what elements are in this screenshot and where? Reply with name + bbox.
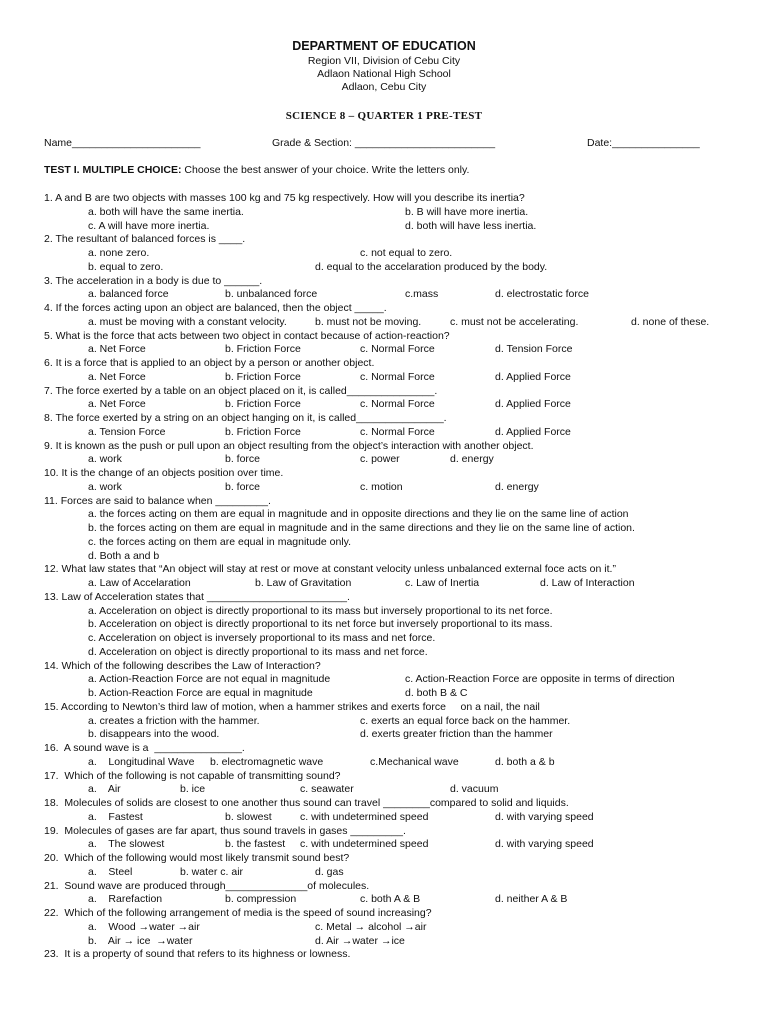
question-3-choice: b. unbalanced force — [225, 288, 318, 301]
question-18-choice: b. slowest — [225, 810, 272, 823]
question-8-choice: d. Applied Force — [495, 425, 571, 438]
question-10-choice: c. motion — [360, 480, 403, 493]
question-8-choice: b. Friction Force — [225, 425, 301, 438]
question-19-choice: b. the fastest — [225, 838, 286, 851]
department-heading: DEPARTMENT OF EDUCATION — [292, 39, 476, 53]
question-6-choice: c. Normal Force — [360, 370, 435, 383]
question-12-choice: d. Law of Interaction — [540, 577, 635, 589]
question-7-stem: 7. The force exerted by a table on an object placed on it, is called_______________. — [44, 384, 438, 397]
question-2-choice: b. equal to zero. — [88, 260, 164, 273]
question-7-choice: a. Net Force — [88, 398, 146, 411]
question-4-choice: b. must not be moving. — [315, 315, 422, 328]
question-22-choice: b. Air → ice →water — [88, 934, 193, 947]
test-heading: TEST I. MULTIPLE CHOICE: — [44, 164, 182, 176]
question-2-choice: c. not equal to zero. — [360, 247, 453, 259]
question-5-choice: a. Net Force — [88, 343, 146, 356]
question-16-choice: c.Mechanical wave — [370, 755, 459, 768]
question-4-choice: c. must not be accelerating. — [450, 315, 579, 328]
question-9-choice: b. force — [225, 453, 261, 466]
question-14-choice: a. Action-Reaction Force are not equal in magnitude — [88, 673, 331, 686]
question-7-choice: b. Friction Force — [225, 398, 301, 411]
question-17-choice: d. vacuum — [450, 783, 499, 796]
question-4-stem: 4. If the forces acting upon an object are balanced, then the object _____. — [44, 302, 387, 314]
question-11-choice: b. the forces acting on them are equal in magnitude and in the same directions and they lie on the same line of action. — [88, 522, 635, 534]
question-21-choice: b. compression — [225, 893, 297, 906]
question-3-choice: d. electrostatic force — [495, 288, 589, 301]
question-13-choice: c. Acceleration on object is inversely proportional to its mass and net force. — [88, 632, 436, 644]
grade-section-field: Grade & Section: ________________________ — [272, 137, 496, 149]
question-12-choice: c. Law of Inertia — [405, 577, 480, 589]
date-field: Date:_______________ — [587, 137, 700, 149]
question-5-choice: b. Friction Force — [225, 343, 301, 356]
question-2-stem: 2. The resultant of balanced forces is ____. — [44, 233, 246, 246]
question-4-choice: a. must be moving with a constant velocity. — [88, 315, 287, 328]
question-11-choice: d. Both a and b — [88, 549, 160, 562]
question-7-choice: c. Normal Force — [360, 398, 435, 411]
question-8-choice: c. Normal Force — [360, 425, 435, 438]
question-5-choice: c. Normal Force — [360, 343, 435, 356]
question-14-choice: c. Action-Reaction Force are opposite in terms of direction — [405, 673, 675, 686]
question-17-choice: a. Air — [88, 783, 121, 796]
question-20-choice: d. gas — [315, 865, 344, 878]
question-19-choice: c. with undetermined speed — [300, 838, 429, 851]
question-16-choice: a. Longitudinal Wave — [88, 755, 195, 768]
question-22-choice: d. Air →water →ice — [315, 934, 405, 947]
question-18-choice: c. with undetermined speed — [300, 810, 429, 823]
question-15-stem: 15. According to Newton’s third law of motion, when a hammer strikes and exerts force on a nail, the nail — [44, 700, 540, 713]
question-1-choice: b. B will have more inertia. — [405, 205, 529, 218]
question-15-choice: d. exerts greater friction than the hammer — [360, 728, 553, 741]
test-title: SCIENCE 8 – QUARTER 1 PRE-TEST — [285, 110, 483, 122]
question-8-stem: 8. The force exerted by a string on an object hanging on it, is called_______________. — [44, 412, 447, 424]
question-17-stem: 17. Which of the following is not capable of transmitting sound? — [44, 769, 341, 782]
question-18-stem: 18. Molecules of solids are closest to one another thus sound can travel ________compared to solid and liquids. — [44, 797, 569, 809]
question-6-choice: d. Applied Force — [495, 370, 571, 383]
test-instruction-text: Choose the best answer of your choice. Write the letters only. — [181, 164, 470, 176]
question-9-choice: c. power — [360, 453, 400, 466]
question-12-choice: a. Law of Accelaration — [88, 577, 191, 589]
question-13-choice: a. Acceleration on object is directly proportional to its mass but inversely proportional to its net force. — [88, 604, 553, 617]
question-23-stem: 23. It is a property of sound that refers to its highness or lowness. — [44, 948, 351, 961]
question-14-stem: 14. Which of the following describes the Law of Interaction? — [44, 659, 321, 672]
question-17-choice: b. ice — [180, 783, 206, 796]
question-12-stem: 12. What law states that “An object will stay at rest or move at constant velocity unless unbalanced external foce acts on it.” — [44, 563, 616, 576]
question-11-stem: 11. Forces are said to balance when _________. — [44, 494, 271, 507]
question-22-stem: 22. Which of the following arrangement of media is the speed of sound increasing? — [44, 907, 432, 919]
question-4-choice: d. none of these. — [631, 315, 710, 328]
question-22-choice: c. Metal → alcohol →air — [315, 920, 427, 933]
question-2-choice: a. none zero. — [88, 247, 150, 259]
question-1-stem: 1. A and B are two objects with masses 100 kg and 75 kg respectively. How will you describe its inertia? — [44, 192, 525, 204]
question-7-choice: d. Applied Force — [495, 398, 571, 411]
question-20-choice: b. water c. air — [180, 865, 244, 878]
name-field: Name______________________ — [44, 137, 201, 149]
question-3-choice: a. balanced force — [88, 288, 169, 301]
question-12-choice: b. Law of Gravitation — [255, 577, 352, 589]
question-20-stem: 20. Which of the following would most likely transmit sound best? — [44, 852, 350, 864]
question-19-choice: d. with varying speed — [495, 838, 594, 851]
question-10-choice: b. force — [225, 480, 261, 493]
question-1-choice: c. A will have more inertia. — [88, 219, 210, 232]
question-21-stem: 21. Sound wave are produced through______________of molecules. — [44, 879, 370, 892]
question-11-choice: a. the forces acting on them are equal in magnitude and in opposite directions and they lie on the same line of action — [88, 508, 629, 521]
question-16-choice: d. both a & b — [495, 755, 555, 768]
question-10-choice: d. energy — [495, 480, 539, 493]
question-11-choice: c. the forces acting on them are equal in magnitude only. — [88, 535, 352, 548]
question-5-choice: d. Tension Force — [495, 343, 573, 356]
question-19-choice: a. The slowest — [88, 838, 165, 851]
question-22-choice: a. Wood →water →air — [88, 920, 200, 933]
question-9-choice: a. work — [88, 453, 122, 466]
question-10-stem: 10. It is the change of an objects position over time. — [44, 467, 284, 479]
question-10-choice: a. work — [88, 480, 122, 493]
question-6-stem: 6. It is a force that is applied to an object by a person or another object. — [44, 357, 375, 369]
question-1-choice: a. both will have the same inertia. — [88, 205, 244, 218]
question-18-choice: a. Fastest — [88, 810, 143, 823]
question-15-choice: b. disappears into the wood. — [88, 728, 220, 741]
question-8-choice: a. Tension Force — [88, 425, 166, 438]
question-13-choice: b. Acceleration on object is directly proportional to its net force but inversely proportional to its mass. — [88, 618, 553, 631]
question-1-choice: d. both will have less inertia. — [405, 219, 537, 232]
question-21-choice: a. Rarefaction — [88, 893, 163, 906]
question-13-stem: 13. Law of Acceleration states that ________________________. — [44, 590, 350, 603]
question-3-stem: 3. The acceleration in a body is due to ______. — [44, 274, 263, 287]
question-21-choice: d. neither A & B — [495, 893, 568, 906]
question-14-choice: d. both B & C — [405, 687, 468, 699]
question-6-choice: a. Net Force — [88, 370, 146, 383]
question-18-choice: d. with varying speed — [495, 810, 594, 823]
question-21-choice: c. both A & B — [360, 893, 421, 906]
test-instructions — [44, 164, 469, 178]
question-16-choice: b. electromagnetic wave — [210, 755, 324, 768]
question-5-stem: 5. What is the force that acts between two object in contact because of action-reaction? — [44, 329, 450, 342]
question-9-stem: 9. It is known as the push or pull upon an object resulting from the object’s interaction with another object. — [44, 439, 534, 452]
question-17-choice: c. seawater — [300, 783, 354, 796]
question-3-choice: c.mass — [405, 288, 439, 301]
question-20-choice: a. Steel — [88, 865, 133, 878]
question-13-choice: d. Acceleration on object is directly proportional to its mass and net force. — [88, 645, 428, 658]
question-9-choice: d. energy — [450, 453, 494, 466]
question-15-choice: a. creates a friction with the hammer. — [88, 714, 260, 727]
question-16-stem: 16. A sound wave is a _______________. — [44, 742, 245, 754]
region-line: Region VII, Division of Cebu City — [307, 55, 461, 67]
school-line: Adlaon National High School — [317, 68, 451, 80]
question-15-choice: c. exerts an equal force back on the hammer. — [360, 714, 571, 727]
address-line: Adlaon, Cebu City — [341, 81, 427, 93]
question-6-choice: b. Friction Force — [225, 370, 301, 383]
question-19-stem: 19. Molecules of gases are far apart, thus sound travels in gases _________. — [44, 824, 406, 837]
question-2-choice: d. equal to the accelaration produced by the body. — [315, 260, 548, 273]
question-14-choice: b. Action-Reaction Force are equal in magnitude — [88, 687, 313, 699]
